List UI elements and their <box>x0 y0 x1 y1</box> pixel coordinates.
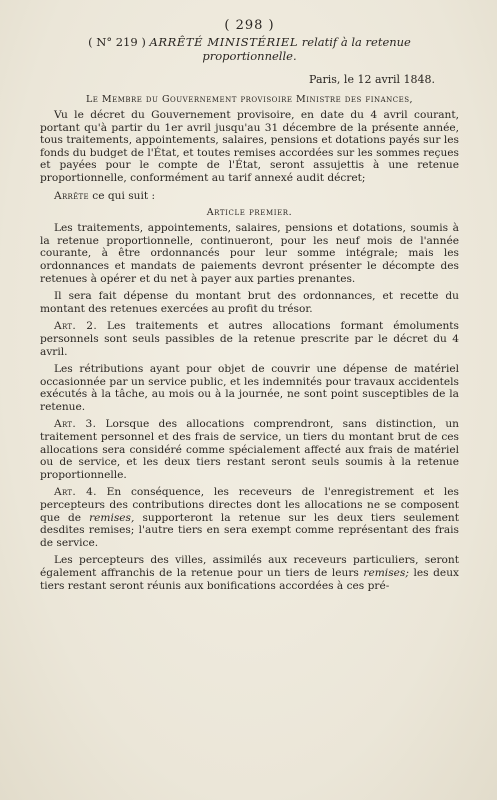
arrete-rest: ce qui suit : <box>92 189 156 202</box>
article-4-text-b: supporteront la retenue sur les deux tiers seulement desdites remises; l'autre tiers en sera exempt comme représentant des frais de service. <box>40 511 459 549</box>
article-2-text: Les traitements et autres allocations formant émoluments personnels sont seuls passibles de la retenue prescrite par le décret du 4 avril. <box>40 320 459 358</box>
title-caps: ARRÊTÉ MINISTÉRIEL <box>149 35 299 49</box>
arrete-paragraph <box>40 190 459 203</box>
article-4-text-a: En conséquence, les receveurs de l'enregistrement et les percepteurs des contributions directes dont les allocations ne se composent que de <box>40 486 459 524</box>
article-4-label: Art. 4. <box>54 486 97 499</box>
article-4-remises-1: remises, <box>89 511 135 524</box>
article-4-p2-text-a: Les percepteurs des villes, assimilés aux receveurs particuliers, seront également affranchis de la retenue pour un tiers de leurs <box>40 554 459 579</box>
considerant-paragraph: Vu le décret du Gouvernement provisoire, en date du 4 avril courant, portant qu'à partir du 1er avril jusqu'au 31 décembre de la présente année, tous traitements, appointements, salaires, pensions et dotations payés sur les fonds du budget de l'État, et toutes remises accordées sur les sommes reçues et payées pour le compte de l'État, seront assujettis à une retenue proportionnelle, conformément au tarif annexé audit décret; <box>40 109 459 184</box>
arrete-label: Arrête <box>54 189 89 202</box>
article-2-label: Art. 2. <box>54 320 97 333</box>
article-4-remises-2: remises; <box>363 567 409 579</box>
article-4-p2-text-b: les deux tiers restant seront réunis aux bonifications accordées à ces pré- <box>40 567 459 592</box>
title-rest-2: proportionnelle. <box>202 49 297 63</box>
article-1-paragraph-2: Il sera fait dépense du montant brut des ordonnances, et recette du montant des retenues exercées au profit du trésor. <box>40 290 459 315</box>
article-3-label: Art. 3. <box>54 418 97 431</box>
article-2-paragraph-1 <box>40 320 459 358</box>
article-3-text: Lorsque des allocations comprendront, sans distinction, un traitement personnel et des frais de service, un tiers du montant brut de ces allocations sera considéré comme spécialement affecté aux frais de matériel ou de service, et les deux tiers restant seront seuls soumis à la retenue proportionnelle. <box>40 418 459 481</box>
document-title <box>40 35 459 63</box>
article-2-paragraph-2: Les rétributions ayant pour objet de couvrir une dépense de matériel occasionnée par un service public, et les indemnités pour travaux accidentels exécutés à la tâche, au mois ou à la journée, ne sont point susceptibles de la retenue. <box>40 363 459 413</box>
article-4-paragraph-1 <box>40 486 459 549</box>
article-4-paragraph-2 <box>40 554 459 592</box>
article-1-paragraph-1: Les traitements, appointements, salaires, pensions et dotations, soumis à la retenue proportionnelle, continueront, pour les neuf mois de l'année courante, à être ordonnancés pour leur somme intégrale; mais les ordonnances et mandats de paiements devront présenter le décompte des retenues à opérer et du net à payer aux parties prenantes. <box>40 222 459 285</box>
page-number: ( 298 ) <box>224 18 275 33</box>
title-rest-1: relatif à la retenue <box>301 35 411 49</box>
dateline: Paris, le 12 avril 1848. <box>309 73 435 86</box>
article-3-paragraph <box>40 418 459 481</box>
article-premier-heading: Article premier. <box>206 207 293 219</box>
title-number: ( N° 219 ) <box>88 35 146 49</box>
minister-header: Le Membre du Gouvernement provisoire Ministre des finances, <box>85 94 414 105</box>
